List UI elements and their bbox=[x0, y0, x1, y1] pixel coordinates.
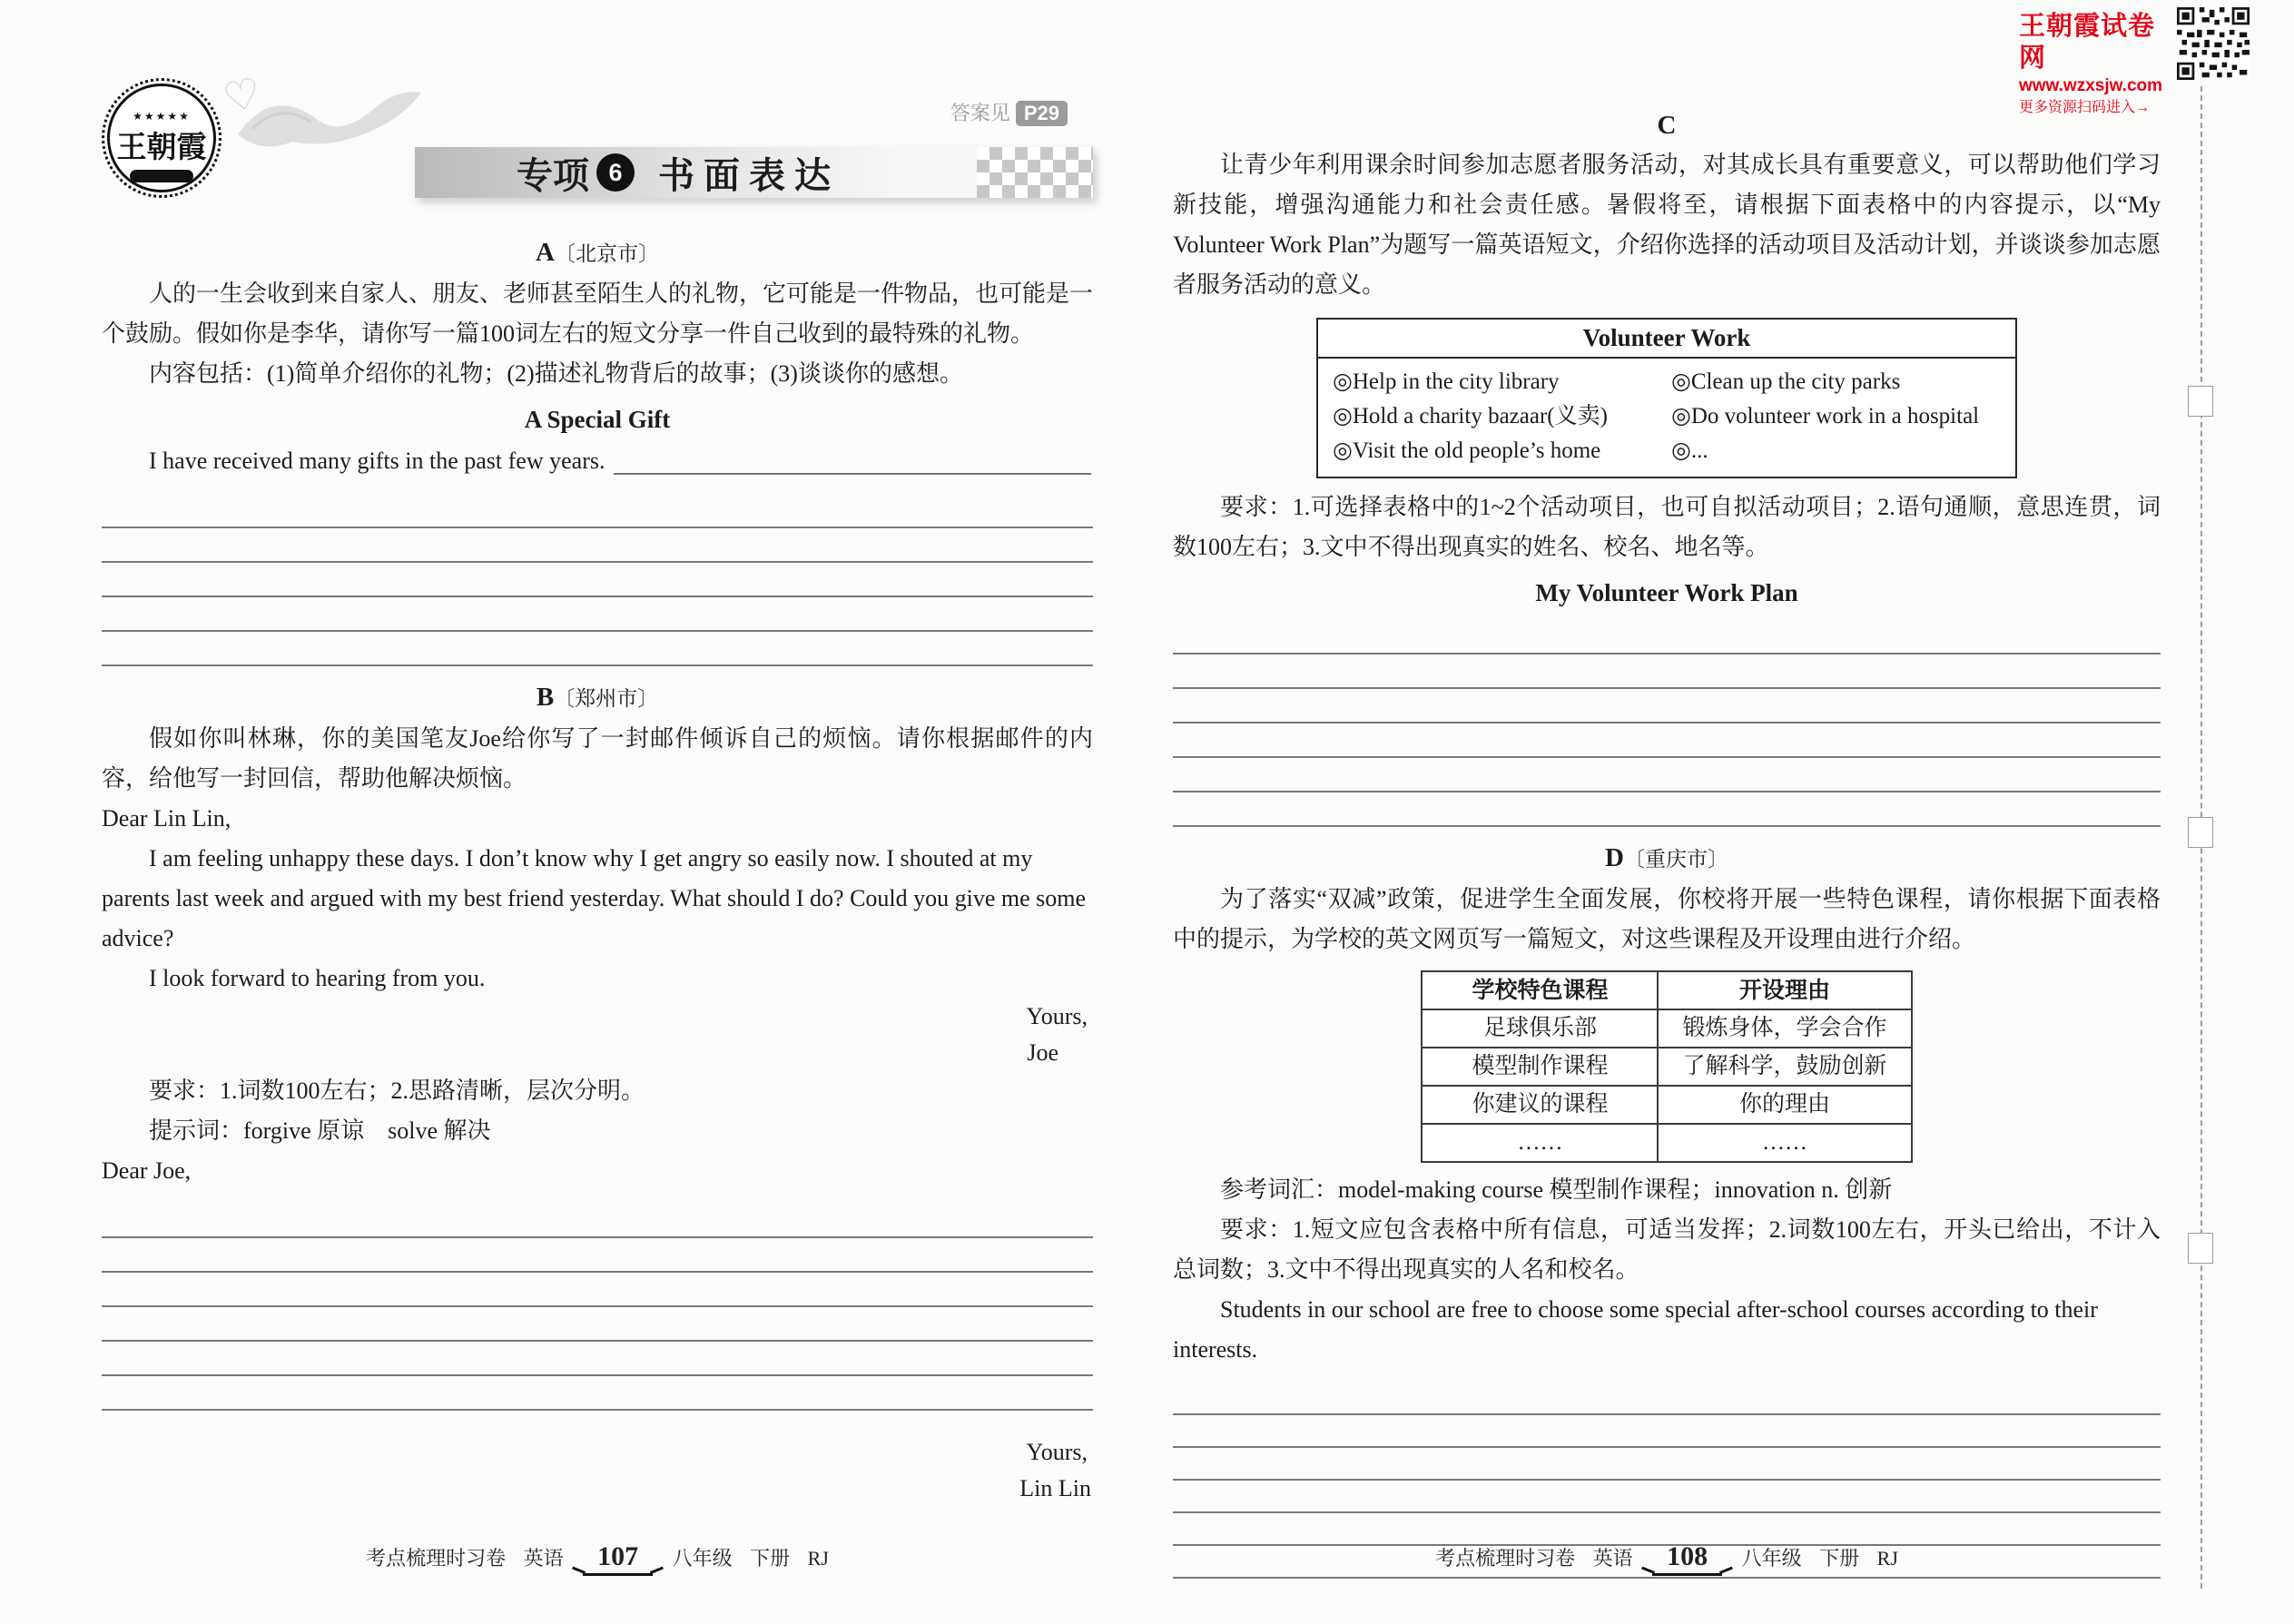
page-footer-left bbox=[102, 1543, 1093, 1576]
section-d-city: 〔重庆市〕 bbox=[1623, 848, 1728, 871]
volunteer-table-left-column bbox=[1333, 365, 1671, 468]
writing-line bbox=[102, 1342, 1093, 1376]
letter-end: I look forward to hearing from you. bbox=[149, 965, 486, 991]
writing-line bbox=[102, 1204, 1093, 1238]
section-a-paragraph-1: 人的一生会收到来自家人、朋友、老师甚至陌生人的礼物，它可能是一件物品，也可能是一个鼓励。假如你是李华，请你写一篇100词左右的短文分享一件自己收到的最特殊的礼物。 bbox=[102, 281, 1094, 347]
writing-area-a bbox=[102, 494, 1093, 666]
writing-line bbox=[102, 494, 1093, 528]
volunteer-option: ◎Hold a charity bazaar(义卖) bbox=[1333, 404, 1608, 428]
letter-salutation: Dear Lin Lin, bbox=[102, 805, 231, 832]
section-c-label: C bbox=[1657, 111, 1677, 140]
writing-line bbox=[1173, 655, 2161, 689]
edge-mark bbox=[2188, 386, 2213, 417]
heart-decoration-icon: ♡ bbox=[219, 69, 266, 123]
banner-number-badge: 6 bbox=[596, 153, 635, 192]
section-b-city: 〔郑州市〕 bbox=[554, 687, 659, 710]
section-c-requirements: 要求：1.可选择表格中的1~2个活动项目，也可自拟活动项目；2.语句通顺，意思连贯，词数100左右；3.文中不得出现真实的姓名、校名、地名等。 bbox=[1173, 494, 2161, 560]
volunteer-work-table bbox=[1316, 318, 2017, 478]
section-b-paragraph-1: 假如你叫林琳，你的美国笔友Joe给你写了一封邮件倾诉自己的烦恼。请你根据邮件的内容，给他写一封回信，帮助他解决烦恼。 bbox=[102, 725, 1093, 792]
footer-volume: 下册 bbox=[750, 1547, 791, 1570]
essay-title-c: My Volunteer Work Plan bbox=[1535, 579, 1798, 606]
footer-subject: 英语 bbox=[523, 1547, 564, 1570]
table-row bbox=[1422, 1086, 1911, 1124]
section-d-requirements: 要求：1.短文应包含表格中所有信息，可适当发挥；2.词数100左右，开头已给出，不计入总词数；3.文中不得出现真实的人名和校名。 bbox=[1173, 1216, 2161, 1283]
reason-cell: 了解科学，鼓励创新 bbox=[1658, 1048, 1911, 1086]
banner-prefix: 专项 bbox=[517, 155, 589, 196]
reply-salutation: Dear Joe, bbox=[102, 1157, 192, 1184]
writing-line bbox=[102, 1273, 1093, 1307]
writing-line bbox=[1173, 792, 2161, 827]
brand-url: www.wzxsjw.com bbox=[2019, 75, 2163, 95]
writing-line bbox=[1173, 758, 2161, 792]
section-c-heading bbox=[1173, 111, 2161, 140]
course-cell: 足球俱乐部 bbox=[1422, 1009, 1658, 1048]
writing-line bbox=[102, 1307, 1093, 1342]
writing-line bbox=[614, 473, 1091, 475]
writing-area-b bbox=[102, 1204, 1093, 1411]
course-table-header: 学校特色课程 bbox=[1422, 971, 1658, 1009]
footer-series: 考点梳理时习卷 bbox=[366, 1547, 507, 1570]
special-course-table bbox=[1421, 970, 1912, 1163]
page-left bbox=[102, 98, 1093, 1507]
answer-ref-label: 答案见 bbox=[950, 102, 1010, 124]
letter-closing: Yours, bbox=[1026, 1003, 1088, 1029]
letter-body: I am feeling unhappy these days. I don’t know why I get angry so easily now. I shouted at my parents last week and argued with my best friend yesterday. What should I do? Could you give me some advice? bbox=[102, 845, 1087, 951]
edge-mark bbox=[2188, 817, 2213, 848]
letter-signature: Joe bbox=[1027, 1039, 1058, 1066]
volunteer-option: ◎Do volunteer work in a hospital bbox=[1671, 404, 1980, 428]
writing-line bbox=[1173, 1481, 2161, 1513]
section-b-heading bbox=[102, 683, 1093, 714]
volunteer-table-right-column bbox=[1671, 365, 2010, 468]
answer-ref-page: P29 bbox=[1016, 101, 1068, 126]
answer-reference bbox=[950, 98, 1068, 126]
logo-stars-icon: ★★★★★ bbox=[133, 110, 191, 123]
section-a-paragraph-2: 内容包括：(1)简单介绍你的礼物；(2)描述礼物背后的故事；(3)谈谈你的感想。 bbox=[149, 360, 963, 387]
table-row bbox=[1422, 1009, 1911, 1048]
volunteer-option: ◎Help in the city library bbox=[1333, 369, 1560, 394]
essay-opening-d: Students in our school are free to choose some special after-school courses according to their interests. bbox=[1173, 1296, 2098, 1363]
edge-mark bbox=[2188, 1233, 2213, 1264]
writing-line bbox=[1173, 723, 2161, 758]
banner-title: 书面表达 bbox=[658, 155, 840, 196]
section-c-paragraph-1: 让青少年利用课余时间参加志愿者服务活动，对其成长具有重要意义，可以帮助他们学习新技能，增强沟通能力和社会责任感。暑假将至，请根据下面表格中的内容提示，以“My Volunteer Work Plan”为题写一篇英语短文，介绍你选择的活动项目及活动计划，并谈谈参加志愿者服务活动的意义。 bbox=[1173, 152, 2161, 298]
page-footer-right bbox=[1173, 1543, 2161, 1576]
footer-subject: 英语 bbox=[1592, 1547, 1633, 1570]
section-d-paragraph-1: 为了落实“双减”政策，促进学生全面发展，你校将开展一些特色课程，请你根据下面表格中的提示，为学校的英文网页写一篇短文，对这些课程及开设理由进行介绍。 bbox=[1173, 886, 2161, 952]
course-table-header: 开设理由 bbox=[1658, 971, 1911, 1009]
footer-grade: 八年级 bbox=[672, 1547, 733, 1570]
writing-line bbox=[102, 597, 1093, 632]
footer-edition: RJ bbox=[1876, 1547, 1898, 1570]
footer-volume: 下册 bbox=[1819, 1547, 1860, 1570]
footer-grade: 八年级 bbox=[1741, 1547, 1802, 1570]
brand-site-name: 王朝霞试卷网 bbox=[2019, 12, 2156, 73]
course-cell: …… bbox=[1422, 1124, 1658, 1162]
writing-line bbox=[102, 563, 1093, 597]
reply-signature: Lin Lin bbox=[1019, 1475, 1091, 1501]
table-row bbox=[1422, 1124, 1911, 1162]
footer-edition: RJ bbox=[807, 1547, 829, 1570]
volunteer-table-body bbox=[1318, 359, 2015, 477]
brand-tagline: 更多资源扫码进入→ bbox=[2019, 100, 2151, 116]
page-number: 107 bbox=[583, 1543, 653, 1576]
reason-cell: 你的理由 bbox=[1658, 1086, 1911, 1124]
reason-cell: 锻炼身体，学会合作 bbox=[1658, 1009, 1911, 1048]
section-a-city: 〔北京市〕 bbox=[554, 242, 659, 265]
reply-closing: Yours, bbox=[1026, 1439, 1088, 1465]
writing-line bbox=[1173, 1415, 2161, 1448]
writing-line bbox=[102, 1376, 1093, 1411]
section-b-hints: 提示词：forgive 原谅 solve 解决 bbox=[149, 1117, 491, 1144]
essay-opening-a-text: I have received many gifts in the past few years. bbox=[149, 448, 605, 474]
section-d-vocab: 参考词汇：model-making course 模型制作课程；innovation n. 创新 bbox=[1220, 1176, 1893, 1203]
logo-name: 王朝霞 bbox=[116, 132, 207, 164]
writing-line bbox=[102, 632, 1093, 666]
writing-line bbox=[102, 1238, 1093, 1273]
volunteer-table-title: Volunteer Work bbox=[1318, 320, 2015, 359]
page-right bbox=[1173, 98, 2161, 1579]
section-a-label: A bbox=[536, 238, 555, 267]
table-row bbox=[1422, 1048, 1911, 1086]
qr-code-icon bbox=[2177, 7, 2250, 80]
section-b-label: B bbox=[536, 683, 555, 712]
reason-cell: …… bbox=[1658, 1124, 1911, 1162]
course-cell: 你建议的课程 bbox=[1422, 1086, 1658, 1124]
section-a-heading bbox=[102, 238, 1093, 269]
section-b-requirements: 要求：1.词数100左右；2.思路清晰，层次分明。 bbox=[149, 1078, 645, 1104]
writing-line bbox=[102, 528, 1093, 563]
section-title-banner bbox=[415, 147, 1093, 198]
volunteer-option: ◎Clean up the city parks bbox=[1671, 369, 1901, 394]
essay-title-a: A Special Gift bbox=[524, 406, 671, 433]
writing-line bbox=[1173, 1383, 2161, 1415]
writing-line bbox=[1173, 620, 2161, 655]
writing-line bbox=[1173, 689, 2161, 723]
section-d-heading bbox=[1173, 843, 2161, 874]
section-d-label: D bbox=[1605, 843, 1624, 872]
writing-area-c bbox=[1173, 620, 2161, 827]
page-number: 108 bbox=[1652, 1543, 1722, 1576]
essay-opening-a bbox=[102, 441, 1093, 481]
footer-series: 考点梳理时习卷 bbox=[1435, 1547, 1576, 1570]
volunteer-option: ◎... bbox=[1671, 438, 1708, 463]
course-cell: 模型制作课程 bbox=[1422, 1048, 1658, 1086]
table-row bbox=[1422, 971, 1911, 1009]
writing-line bbox=[1173, 1448, 2161, 1481]
qr-code-svg bbox=[2177, 7, 2250, 80]
volunteer-option: ◎Visit the old people’s home bbox=[1333, 438, 1601, 463]
